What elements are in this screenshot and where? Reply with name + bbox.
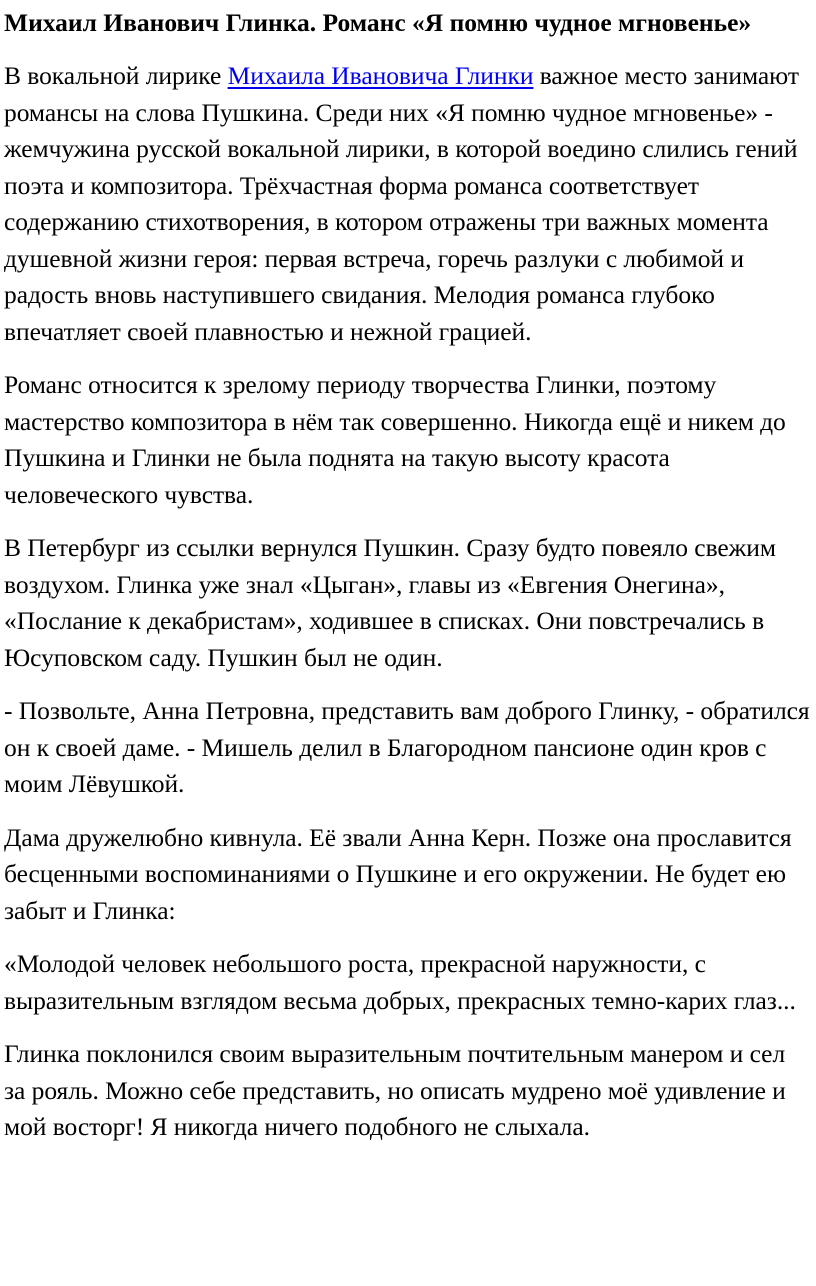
- paragraph-glinka-piano: Глинка поклонился своим выразительным почтительным манером и сел за рояль. Можно себе представить, но описать мудрено моё удивление и мой восторг! Я никогда ничего подобного не слыхала.: [4, 1039, 786, 1141]
- page-title: Михаил Иванович Глинка. Романс «Я помню чудное мгновенье»: [4, 8, 752, 37]
- paragraph-introduction-dialogue: - Позвольте, Анна Петровна, представить вам доброго Глинку, - обратился он к своей даме. - Мишель делил в Благородном пансионе один кров с моим Лёвушкой.: [4, 696, 810, 798]
- paragraph-kern-quote: «Молодой человек небольшого роста, прекрасной наружности, с выразительным взглядом весьма добрых, прекрасных темно-карих глаз...: [4, 949, 796, 1015]
- paragraph-mature-period: Романс относится к зрелому периоду творчества Глинки, поэтому мастерство композитора в нём так совершенно. Никогда ещё и никем до Пушкина и Глинки не была поднята на такую высоту красота человеческого чувства.: [4, 370, 786, 509]
- document-page: [4, 4, 812, 1163]
- paragraph-intro: [4, 58, 812, 350]
- glinka-link[interactable]: Михаила Ивановича Глинки: [227, 61, 534, 90]
- paragraph-anna-kern: Дама дружелюбно кивнула. Её звали Анна Керн. Позже она прославится бесценными воспоминаниями о Пушкине и его окружении. Не будет ею забыт и Глинка:: [4, 822, 792, 925]
- intro-text-after: важное место занимают романсы на слова Пушкина. Среди них «Я помню чудное мгновенье» - жемчужина русской вокальной лирики, в которой воедино слились гений поэта и композитора. Трёхчастная форма романса соответствует содержанию стихотворения, в котором отражены три важных момента душевной жизни героя: первая встреча, горечь разлуки с любимой и радость вновь наступившего свидания. Мелодия романса глубоко впечатляет своей плавностью и нежной грацией.: [4, 61, 799, 346]
- paragraph-pushkin-return: В Петербург из ссылки вернулся Пушкин. Сразу будто повеяло свежим воздухом. Глинка уже знал «Цыган», главы из «Евгения Онегина», «Послание к декабристам», ходившее в списках. Они повстречались в Юсуповском саду. Пушкин был не один.: [4, 533, 776, 672]
- intro-text-before: В вокальной лирике: [4, 61, 228, 90]
